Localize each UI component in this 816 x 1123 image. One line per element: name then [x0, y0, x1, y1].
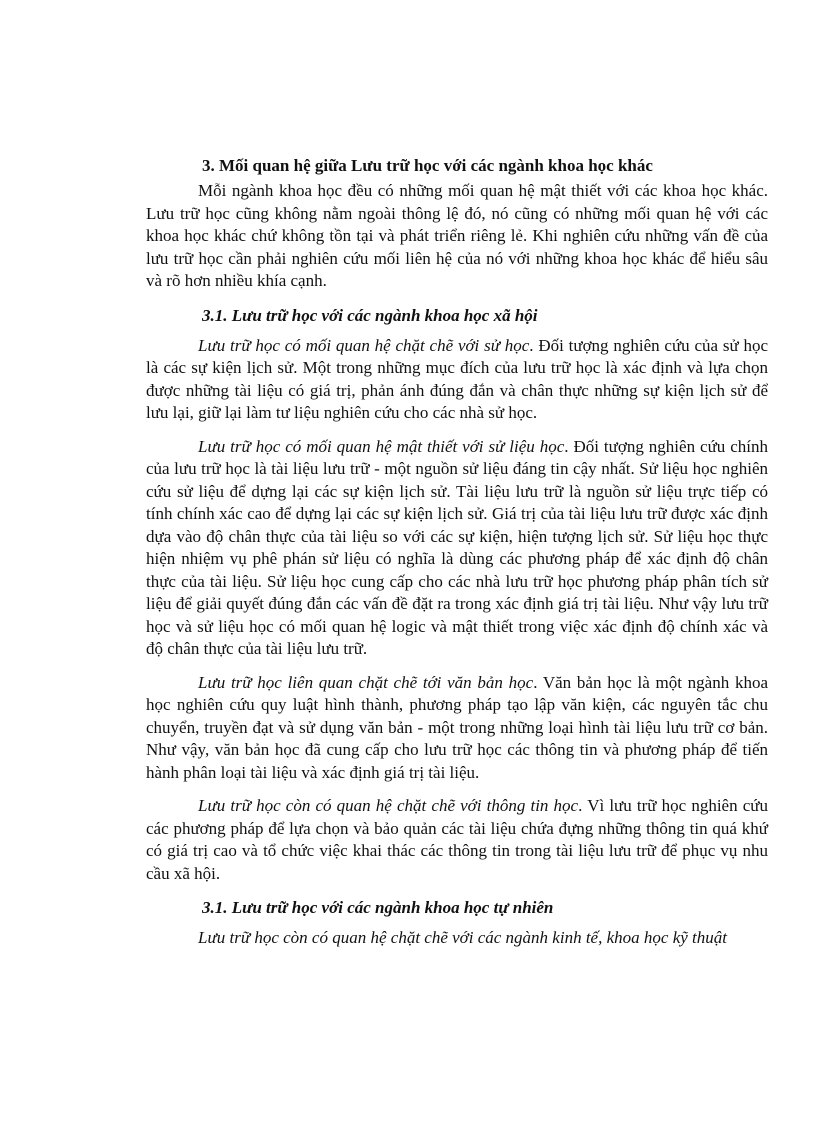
paragraph-body-source-studies: . Đối tượng nghiên cứu chính của lưu trữ học là tài liệu lưu trữ - một nguồn sử liệu đáng tin cậy nhất. Sử liệu học nghiên cứu sử liệu để dựng lại các sự kiện lịch sử. Tài liệu lưu trữ là nguồn sử liệu trực tiếp có tính chính xác cao để dựng lại các sự kiện lịch sử. Giá trị của tài liệu lưu trữ được xác định dựa vào độ chân thực của tài liệu so với các sự kiện, hiện tượng lịch sử. Sử liệu học thực hiện nhiệm vụ phê phán sử liệu có nghĩa là dùng các phương pháp để xác định độ chân thực của tài liệu. Sử liệu học cung cấp cho các nhà lưu trữ học phương pháp phân tích sử liệu để giải quyết đúng đắn các vấn đề đặt ra trong xác định giá trị tài liệu. Như vậy lưu trữ học và sử liệu học có mối quan hệ logic và mật thiết trong việc xác định độ chính xác và độ chân thực của tài liệu lưu trữ.: [146, 436, 768, 658]
paragraph-economics: [146, 927, 768, 950]
document-page: [146, 155, 768, 961]
subsection-title-natural-sciences: 3.1. Lưu trữ học với các ngành khoa học tự nhiên: [202, 898, 554, 917]
paragraph-lead-information-science: Lưu trữ học còn có quan hệ chặt chẽ với thông tin học: [198, 796, 579, 815]
subsection-title-social-sciences: 3.1. Lưu trữ học với các ngành khoa học xã hội: [202, 305, 538, 325]
paragraph-lead-source-studies: Lưu trữ học có mối quan hệ mật thiết với sử liệu học: [198, 436, 565, 456]
paragraph-information-science: [146, 795, 768, 885]
paragraph-textology: [146, 672, 768, 785]
paragraph-body-textology: . Văn bản học là một ngành khoa học nghiên cứu quy luật hình thành, phương pháp tạo lập văn kiện, các nguyên tắc chu chuyển, truyền đạt và sử dụng văn bản - một trong những loại hình tài liệu lưu trữ cơ bản. Như vậy, văn bản học đã cung cấp cho lưu trữ học các thông tin và phương pháp để tiến hành phân loại tài liệu và xác định giá trị tài liệu.: [146, 672, 768, 782]
section-heading: 3. Mối quan hệ giữa Lưu trữ học với các ngành khoa học khác: [202, 156, 653, 175]
paragraph-body-history: . Đối tượng nghiên cứu của sử học là các sự kiện lịch sử. Một trong những mục đích của lưu trữ học là xác định và lựa chọn được những tài liệu có giá trị, phản ánh đúng đắn và chân thực những sự kiện lịch sử để lưu lại, giữ lại làm tư liệu nghiên cứu cho các nhà sử học.: [146, 335, 768, 422]
paragraph-lead-history: Lưu trữ học có mối quan hệ chặt chẽ với sử học: [198, 335, 530, 355]
paragraph-body-information-science: . Vì lưu trữ học nghiên cứu các phương pháp để lựa chọn và bảo quản các tài liệu chứa đựng những thông tin quá khứ có giá trị cao và tổ chức việc khai thác các thông tin trong tài liệu lưu trữ để phục vụ nhu cầu xã hội.: [146, 796, 768, 883]
paragraph-lead-textology: Lưu trữ học liên quan chặt chẽ tới văn bản học: [198, 672, 534, 692]
paragraph-history: [146, 335, 768, 425]
intro-paragraph: Mỗi ngành khoa học đều có những mối quan hệ mật thiết với các khoa học khác. Lưu trữ học cũng không nằm ngoài thông lệ đó, nó cũng có những mối quan hệ với các khoa học khác chứ không tồn tại và phát triển riêng lẻ. Khi nghiên cứu những vấn đề của lưu trữ học cần phải nghiên cứu mối liên hệ của nó với những khoa học khác để hiểu sâu và rõ hơn nhiều khía cạnh.: [146, 181, 768, 290]
paragraph-source-studies: [146, 436, 768, 661]
paragraph-lead-economics: Lưu trữ học còn có quan hệ chặt chẽ với các ngành kinh tế, khoa học kỹ thuật: [198, 928, 727, 947]
